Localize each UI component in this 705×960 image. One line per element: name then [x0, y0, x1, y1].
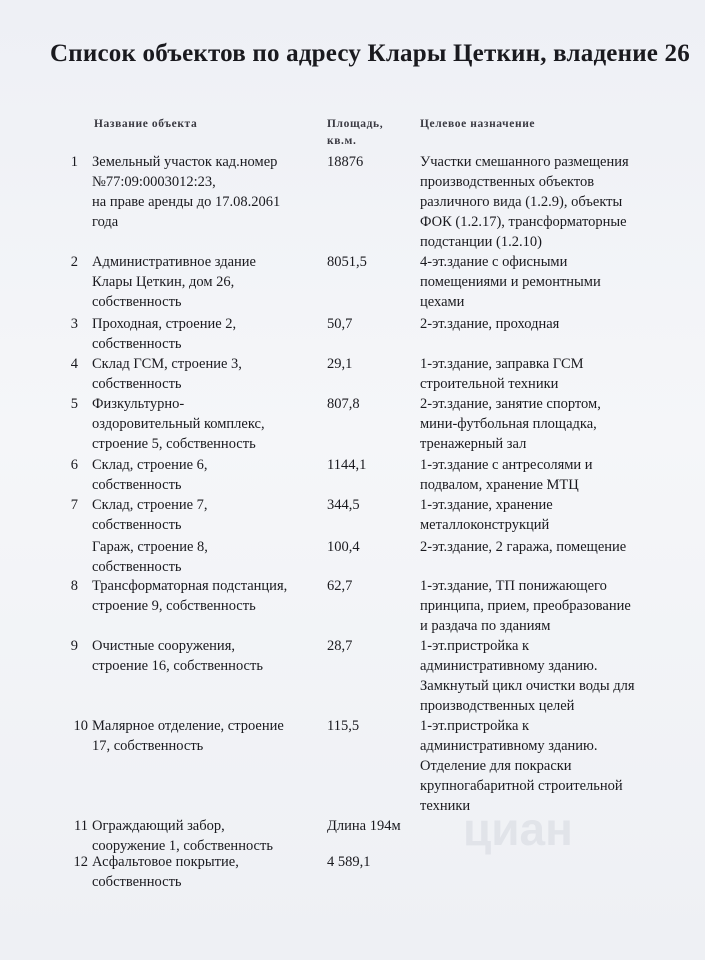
page-title: Список объектов по адресу Клары Цеткин, владение 26 [50, 40, 690, 67]
watermark-brand: циан [463, 803, 573, 855]
row-number: 6 [70, 457, 78, 473]
row-number: 11 [74, 818, 88, 834]
object-name: Трансформаторная подстанция, строение 9, собственность [92, 578, 288, 614]
object-purpose: 1-эт.здание, хранение металлоконструкций [420, 497, 553, 533]
object-purpose: 1-эт.здание, заправка ГСМ строительной техники [420, 356, 584, 392]
object-name: Склад ГСМ, строение 3, собственность [92, 356, 242, 392]
object-name: Очистные сооружения, строение 16, собственность [92, 638, 263, 674]
object-purpose: 1-эт.здание, ТП понижающего принципа, прием, преобразование и раздача по зданиям [420, 578, 631, 634]
row-number: 1 [70, 154, 78, 170]
object-name: Ограждающий забор, сооружение 1, собственность [92, 818, 273, 854]
object-name: Склад, строение 7, собственность [92, 497, 208, 533]
row-number: 3 [70, 316, 78, 332]
column-header-purpose: Целевое назначение [420, 118, 536, 130]
row-number: 5 [70, 396, 78, 412]
object-purpose: 1-эт.пристройка к административному зданию. Отделение для покраски крупногабаритной строительной техники [420, 718, 623, 814]
object-name: Асфальтовое покрытие, собственность [92, 854, 239, 890]
row-number: 8 [70, 578, 78, 594]
object-name: Склад, строение 6, собственность [92, 457, 208, 493]
object-area: 4 589,1 [327, 854, 371, 870]
object-area: 28,7 [327, 638, 353, 654]
object-name: Земельный участок кад.номер №77:09:0003012:23, на праве аренды до 17.08.2061 года [92, 154, 281, 230]
object-area: Длина 194м [327, 818, 401, 834]
object-purpose: 4-эт.здание с офисными помещениями и ремонтными цехами [420, 254, 601, 310]
column-header-area: Площадь, кв.м. [327, 118, 384, 147]
object-area: 100,4 [327, 539, 360, 555]
object-name: Проходная, строение 2, собственность [92, 316, 237, 352]
object-area: 1144,1 [327, 457, 367, 473]
row-number: 12 [73, 854, 88, 870]
object-name: Малярное отделение, строение 17, собственность [92, 718, 284, 754]
row-number: 10 [73, 718, 88, 734]
row-number: 2 [70, 254, 78, 270]
object-area: 115,5 [327, 718, 360, 734]
object-name: Гараж, строение 8, собственность [92, 539, 208, 575]
object-purpose: 2-эт.здание, 2 гаража, помещение [420, 539, 627, 555]
object-area: 8051,5 [327, 254, 367, 270]
object-name: Физкультурно- оздоровительный комплекс, строение 5, собственность [92, 396, 265, 452]
object-area: 29,1 [327, 356, 353, 372]
row-number: 7 [70, 497, 78, 513]
row-number: 4 [70, 356, 78, 372]
object-purpose: 1-эт.здание с антресолями и подвалом, хранение МТЦ [420, 457, 593, 493]
row-number: 9 [70, 638, 78, 654]
object-purpose: Участки смешанного размещения производственных объектов различного вида (1.2.9), объекты ФОК (1.2.17), трансформаторные подстанции (1.2.10) [420, 154, 629, 250]
object-name: Административное здание Клары Цеткин, дом 26, собственность [92, 254, 256, 310]
object-area: 62,7 [327, 578, 353, 594]
object-purpose: 2-эт.здание, проходная [420, 316, 560, 332]
object-area: 50,7 [327, 316, 353, 332]
object-area: 18876 [327, 154, 364, 170]
object-area: 807,8 [327, 396, 360, 412]
object-purpose: 2-эт.здание, занятие спортом, мини-футбольная площадка, тренажерный зал [420, 396, 601, 452]
object-purpose: 1-эт.пристройка к административному зданию. Замкнутый цикл очистки воды для производственных целей [420, 638, 635, 714]
object-area: 344,5 [327, 497, 360, 513]
column-header-name: Название объекта [94, 118, 198, 130]
